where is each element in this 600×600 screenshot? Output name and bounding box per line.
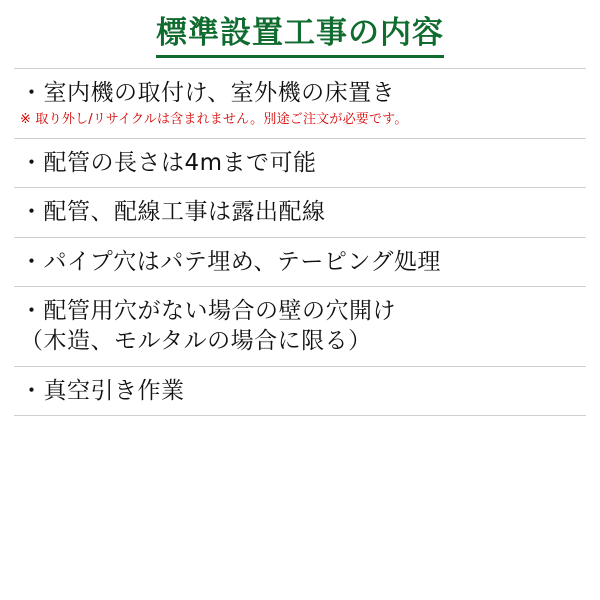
list-item-text: ・室内機の取付け、室外機の床置き <box>20 79 396 106</box>
list-item-text: ・配管の長さは4mまで可能 <box>20 149 317 176</box>
list-item <box>14 68 586 138</box>
list-item <box>14 366 586 416</box>
list-item-text: ・配管、配線工事は露出配線 <box>20 199 326 226</box>
list-item-text: ・真空引き作業 <box>20 377 185 404</box>
list-item <box>14 286 586 366</box>
list-item <box>14 187 586 236</box>
list-item-text: ・パイプ穴はパテ埋め、テーピング処理 <box>20 248 441 275</box>
page-title-container <box>14 0 586 68</box>
bottom-spacer <box>14 416 586 600</box>
page-title: 標準設置工事の内容 <box>156 16 444 58</box>
list-item <box>14 138 586 187</box>
list-item-text: ・配管用穴がない場合の壁の穴開け <box>20 297 396 324</box>
list-item-text-line2: （木造、モルタルの場合に限る） <box>20 328 372 355</box>
list-item <box>14 237 586 286</box>
list-item-note: ※ 取り外し/リサイクルは含まれません。別途ご注文が必要です。 <box>20 112 408 127</box>
installation-items-list <box>14 68 586 600</box>
